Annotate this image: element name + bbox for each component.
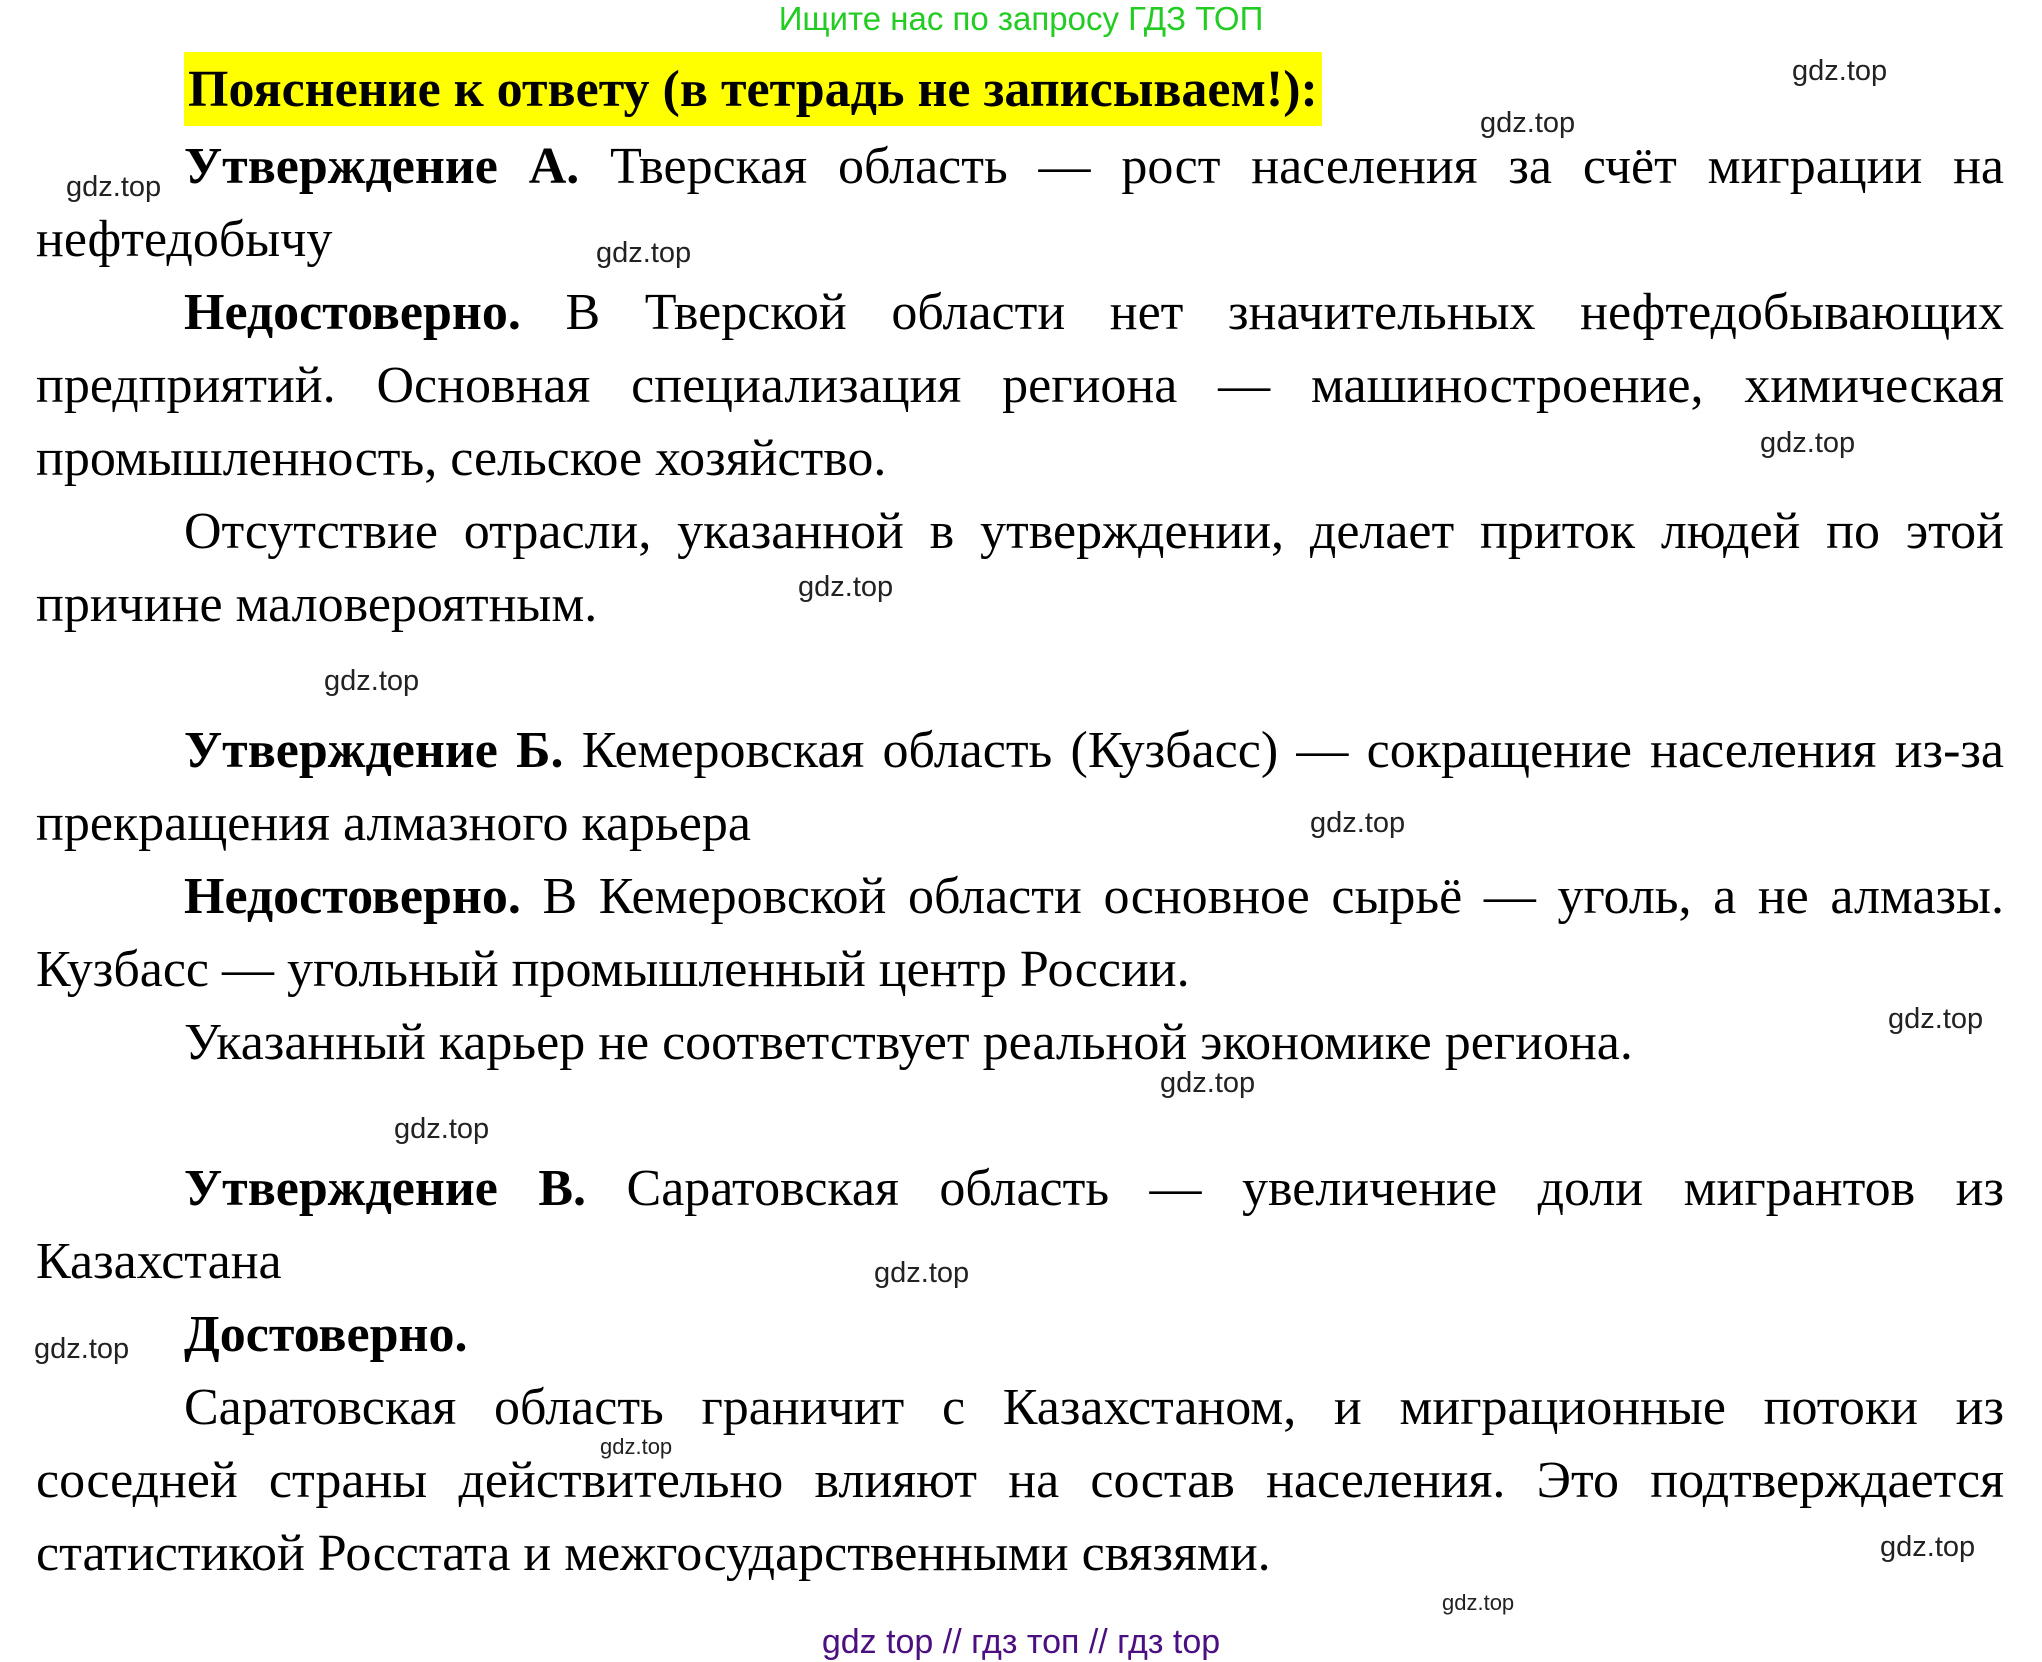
watermark: gdz.top bbox=[1480, 107, 1576, 139]
note-b: Указанный карьер не соответствует реальной экономике региона. bbox=[184, 1014, 1633, 1071]
watermark: gdz.top bbox=[1442, 1590, 1515, 1615]
statement-a-label: Утверждение А. bbox=[184, 138, 580, 195]
watermark: gdz.top bbox=[1310, 807, 1406, 839]
watermark: gdz.top bbox=[34, 1333, 130, 1365]
note-c: Саратовская область граничит с Казахстаном, и миграционные потоки из соседней страны действительно влияют на состав населения. Это подтверждается статистикой Росстата и межгосударственными связями. bbox=[36, 1379, 2004, 1582]
verdict-b-label: Недостоверно. bbox=[184, 868, 521, 925]
verdict-a-text: В Тверской области нет значительных нефтедобывающих предприятий. Основная специализация региона — машиностроение, химическая промышленность, сельское хозяйство. bbox=[36, 284, 2004, 487]
statement-c bbox=[36, 1152, 2004, 1298]
verdict-c bbox=[36, 1298, 2004, 1371]
watermark: gdz.top bbox=[874, 1257, 970, 1289]
statement-b-text: Кемеровская область (Кузбасс) — сокращение населения из-за прекращения алмазного карьера bbox=[36, 722, 2005, 852]
watermark: gdz.top bbox=[600, 1434, 673, 1459]
note-a: Отсутствие отрасли, указанной в утверждении, делает приток людей по этой причине маловероятным. bbox=[36, 503, 2004, 633]
watermark: gdz.top bbox=[1760, 427, 1856, 459]
statement-a bbox=[36, 130, 2004, 276]
watermark: gdz.top bbox=[596, 237, 692, 269]
watermark: gdz.top bbox=[66, 171, 162, 203]
page-title: Пояснение к ответу (в тетрадь не записываем!): bbox=[184, 52, 1322, 126]
watermark: gdz.top bbox=[1160, 1067, 1256, 1099]
verdict-a bbox=[36, 276, 2004, 495]
watermark: gdz.top bbox=[798, 571, 894, 603]
answer-explanation bbox=[36, 52, 2004, 1590]
search-banner: Ищите нас по запросу ГДЗ ТОП bbox=[778, 0, 1264, 37]
statement-b bbox=[36, 714, 2004, 860]
watermark: gdz.top bbox=[1888, 1003, 1984, 1035]
verdict-c-label: Достоверно. bbox=[184, 1306, 468, 1363]
verdict-b-text: В Кемеровской области основное сырьё — уголь, а не алмазы. Кузбасс — угольный промышленный центр России. bbox=[36, 868, 2004, 998]
verdict-a-label: Недостоверно. bbox=[184, 284, 521, 341]
watermark: gdz.top bbox=[1792, 55, 1888, 87]
statement-c-label: Утверждение В. bbox=[184, 1160, 587, 1217]
watermark: gdz.top bbox=[394, 1113, 490, 1145]
statement-c-text: Саратовская область — увеличение доли мигрантов из Казахстана bbox=[36, 1160, 2005, 1290]
statement-b-label: Утверждение Б. bbox=[184, 722, 564, 779]
watermark: gdz.top bbox=[324, 665, 420, 697]
statement-a-text: Тверская область — рост населения за счёт миграции на нефтедобычу bbox=[36, 138, 2005, 268]
watermark: gdz.top bbox=[1880, 1531, 1976, 1563]
verdict-b bbox=[36, 860, 2004, 1006]
footer-links[interactable]: gdz top // гдз топ // гдз top bbox=[821, 1623, 1221, 1661]
